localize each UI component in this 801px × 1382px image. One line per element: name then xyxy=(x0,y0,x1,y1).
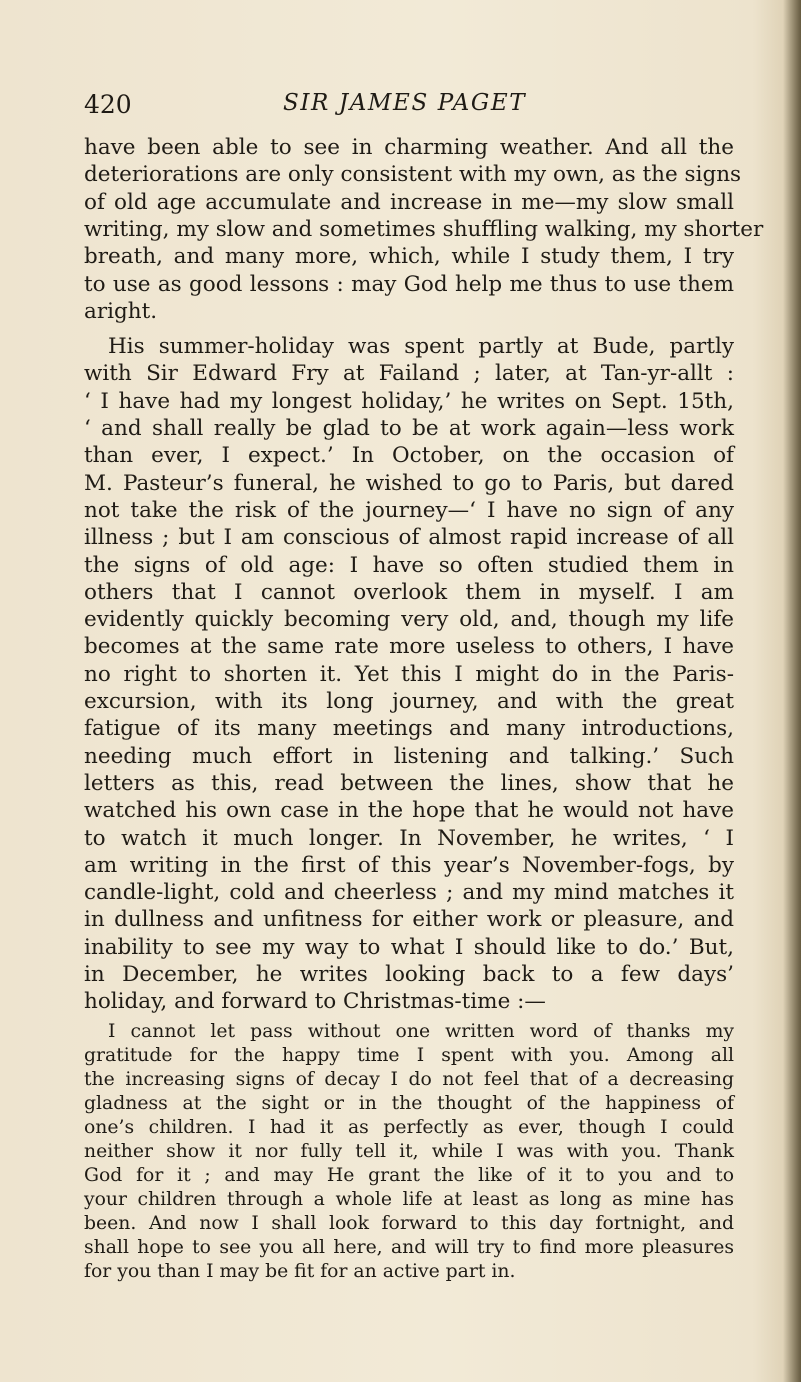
quoted-letter-line: for you than I may be fit for an active part in. xyxy=(84,1260,516,1282)
page-number: 420 xyxy=(84,90,132,119)
page-edge-shadow xyxy=(783,0,801,1382)
quoted-letter-line: been. And now I shall look forward to this day fortnight, and xyxy=(84,1212,734,1234)
quoted-letter-line: one’s children. I had it as perfectly as ever, though I could xyxy=(84,1116,734,1138)
text-line: ‘ and shall really be glad to be at work again—less work xyxy=(84,416,734,441)
text-line: in dullness and unfitness for either work or pleasure, and xyxy=(84,907,734,933)
text-line: no right to shorten it. Yet this I might do in the Paris- xyxy=(84,661,734,687)
text-line: in December, he writes looking back to a few days’ xyxy=(84,962,734,987)
quoted-letter-line: gratitude for the happy time I spent with you. Among all xyxy=(84,1044,734,1066)
quoted-letter-line: the increasing signs of decay I do not feel that of a decreasing xyxy=(84,1068,734,1090)
quoted-letter-line: shall hope to see you all here, and will try to find more pleasures xyxy=(84,1236,734,1258)
text-line: fatigue of its many meetings and many introductions, xyxy=(84,716,734,742)
text-line: watched his own case in the hope that he would not have xyxy=(84,798,734,824)
text-line: becomes at the same rate more useless to others, I have xyxy=(84,634,734,660)
text-line: have been able to see in charming weather. And all the xyxy=(84,135,734,160)
quoted-letter-line: your children through a whole life at least as long as mine has xyxy=(84,1188,734,1210)
text-line: breath, and many more, which, while I study them, I try xyxy=(84,244,734,270)
text-line: with Sir Edward Fry at Failand ; later, at Tan-yr-allt : xyxy=(84,361,734,387)
running-title: SIR JAMES PAGET xyxy=(283,90,527,116)
running-head xyxy=(84,90,724,122)
text-line: others that I cannot overlook them in myself. I am xyxy=(84,579,734,605)
text-line: to use as good lessons : may God help me thus to use them xyxy=(84,271,734,297)
text-line: aright. xyxy=(84,298,158,324)
text-line: evidently quickly becoming very old, and, though my life xyxy=(84,607,734,633)
text-line: letters as this, read between the lines, show that he xyxy=(84,770,734,796)
text-line: candle-light, cold and cheerless ; and my mind matches it xyxy=(84,880,734,906)
quoted-letter-line: I cannot let pass without one written word of thanks my xyxy=(108,1020,734,1042)
quoted-letter-line: gladness at the sight or in the thought of the happiness of xyxy=(84,1092,734,1114)
text-line: illness ; but I am conscious of almost rapid increase of all xyxy=(84,525,734,551)
text-line: ‘ I have had my longest holiday,’ he writes on Sept. 15th, xyxy=(84,388,734,414)
text-line: than ever, I expect.’ In October, on the occasion of xyxy=(84,443,734,469)
text-line: deteriorations are only consistent with my own, as the signs xyxy=(84,162,742,188)
text-line: inability to see my way to what I should like to do.’ But, xyxy=(84,934,734,960)
text-line: not take the risk of the journey—‘ I have no sign of any xyxy=(84,497,734,523)
quoted-letter-line: God for it ; and may He grant the like of it to you and to xyxy=(84,1164,734,1186)
text-line: needing much effort in listening and talking.’ Such xyxy=(84,743,734,769)
text-line: the signs of old age: I have so often studied them in xyxy=(84,552,734,578)
quoted-letter-line: neither show it nor fully tell it, while I was with you. Thank xyxy=(84,1140,734,1162)
text-line: writing, my slow and sometimes shuffling walking, my shorter xyxy=(84,216,764,242)
text-line: to watch it much longer. In November, he writes, ‘ I xyxy=(84,825,734,851)
text-line: M. Pasteur’s funeral, he wished to go to Paris, but dared xyxy=(84,470,734,496)
text-line: holiday, and forward to Christmas-time :— xyxy=(84,989,546,1015)
text-line: His summer-holiday was spent partly at Bude, partly xyxy=(108,334,734,360)
text-line: excursion, with its long journey, and with the great xyxy=(84,689,734,714)
text-line: of old age accumulate and increase in me—my slow small xyxy=(84,189,734,215)
text-line: am writing in the first of this year’s November-fogs, by xyxy=(84,852,734,878)
